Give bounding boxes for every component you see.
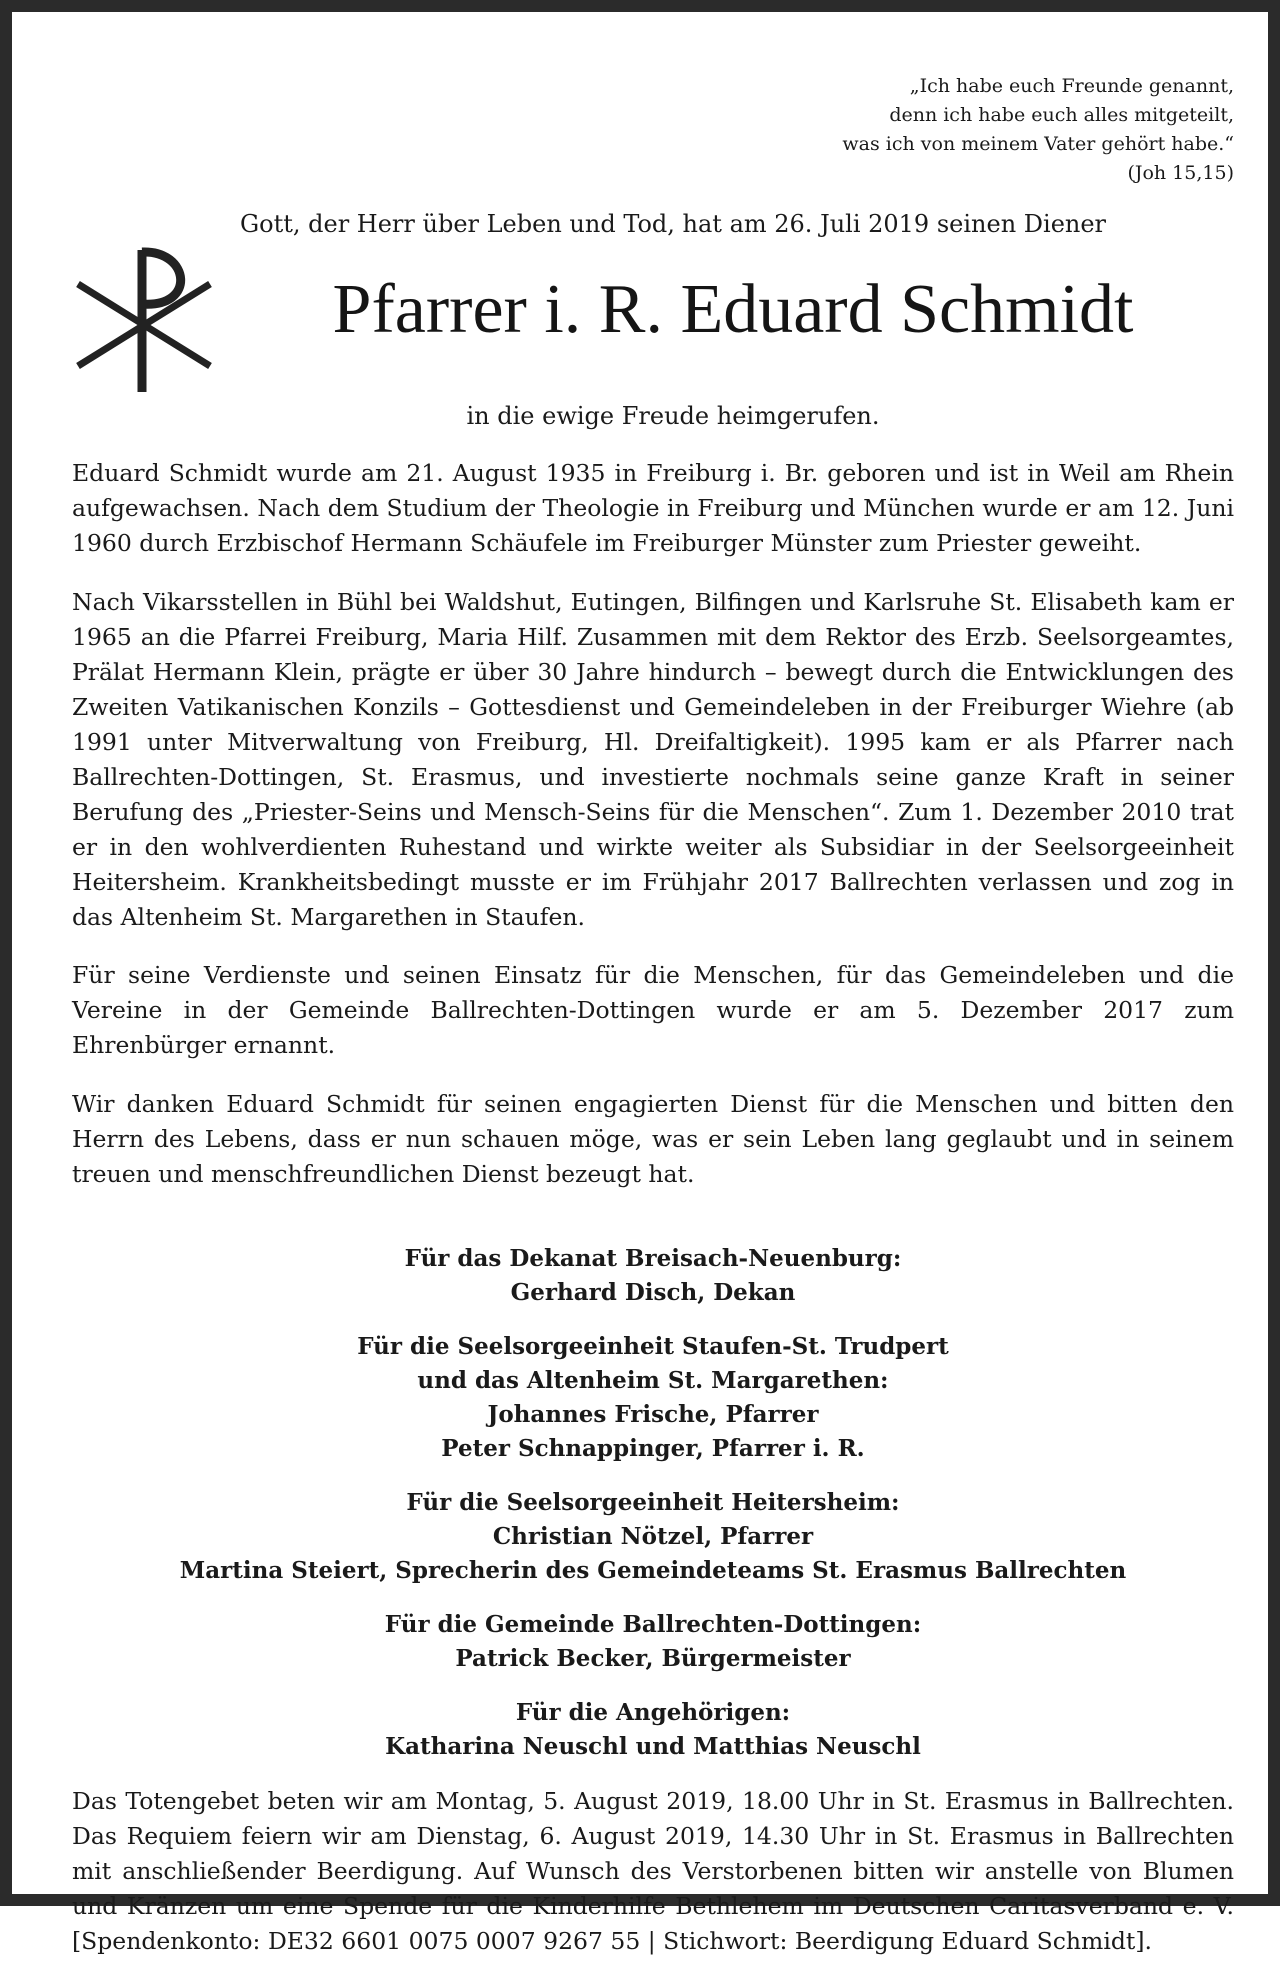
signature-line: Gerhard Disch, Dekan xyxy=(510,1278,796,1306)
funeral-details: Das Totengebet beten wir am Montag, 5. August 2019, 18.00 Uhr in St. Erasmus in Ballrechten. Das Requiem feiern wir am Dienstag, 6. August 2019, 14.30 Uhr in St. Erasmus in Ballrechten mit anschließender Beerdigung. Auf Wunsch des Verstorbenen bitten wir anstelle von Blumen und Kränzen um eine Spende für die Kinderhilfe Bethlehem im Deutschen Caritasverband e. V. [Spendenkonto: DE32 6601 0075 0007 9267 55 | Stichwort: Beerdigung Eduard Schmidt]. xyxy=(72,1786,1234,1955)
signature-group xyxy=(72,1486,1234,1588)
signature-line: und das Altenheim St. Margarethen: xyxy=(417,1366,889,1394)
signature-group xyxy=(72,1696,1234,1764)
signature-group xyxy=(72,1242,1234,1310)
signature-line: Katharina Neuschl und Matthias Neuschl xyxy=(385,1732,921,1760)
signature-group xyxy=(72,1608,1234,1676)
signature-line: Martina Steiert, Sprecherin des Gemeindeteams St. Erasmus Ballrechten xyxy=(179,1556,1127,1584)
quote-line: „Ich habe euch Freunde genannt, xyxy=(909,75,1234,97)
signature-line: Für die Angehörigen: xyxy=(515,1698,791,1726)
signature-line: Peter Schnappinger, Pfarrer i. R. xyxy=(441,1434,865,1462)
signature-line: Christian Nötzel, Pfarrer xyxy=(492,1522,814,1550)
signatures xyxy=(72,1242,1234,1764)
signature-group xyxy=(72,1330,1234,1466)
signature-line: Patrick Becker, Bürgermeister xyxy=(455,1644,851,1672)
signature-line: Für die Seelsorgeeinheit Staufen-St. Trudpert xyxy=(357,1332,949,1360)
signature-line: Johannes Frische, Pfarrer xyxy=(487,1400,819,1428)
notice-content xyxy=(72,72,1234,1982)
biography-paragraph: Für seine Verdienste und seinen Einsatz für die Menschen, für das Gemeindeleben und die Vereine in der Gemeinde Ballrechten-Dottingen wurde er am 5. Dezember 2017 zum Ehrenbürger ernannt. xyxy=(72,961,1234,1059)
intro-text: Gott, der Herr über Leben und Tod, hat am 26. Juli 2019 seinen Diener xyxy=(239,210,1107,238)
signature-line: Für das Dekanat Breisach-Neuenburg: xyxy=(404,1244,902,1272)
biography-paragraph: Eduard Schmidt wurde am 21. August 1935 in Freiburg i. Br. geboren und ist in Weil am Rhein aufgewachsen. Nach dem Studium der Theologie in Freiburg und München wurde er am 12. Juni 1960 durch Erzbischof Hermann Schäufele im Freiburger Münster zum Priester geweiht. xyxy=(72,459,1234,557)
called-home-text: in die ewige Freude heimgerufen. xyxy=(466,402,880,430)
signature-line: Für die Seelsorgeeinheit Heitersheim: xyxy=(406,1488,900,1516)
quote-line: denn ich habe euch alles mitgeteilt, xyxy=(889,104,1234,126)
quote-line: was ich von meinem Vater gehört habe.“ xyxy=(842,133,1234,155)
signature-line: Für die Gemeinde Ballrechten-Dottingen: xyxy=(384,1610,922,1638)
biography-paragraph: Nach Vikarsstellen in Bühl bei Waldshut, Eutingen, Bilfingen und Karlsruhe St. Elisabeth kam er 1965 an die Pfarrei Freiburg, Maria Hilf. Zusammen mit dem Rektor des Erzb. Seelsorgeamtes, Prälat Hermann Klein, prägte er über 30 Jahre hindurch – bewegt durch die Entwicklungen des Zweiten Vatikanischen Konzils – Gottesdienst und Gemeindeleben in der Freiburger Wiehre (ab 1991 unter Mitverwaltung von Freiburg, Hl. Dreifaltigkeit). 1995 kam er als Pfarrer nach Ballrechten-Dottingen, St. Erasmus, und investierte nochmals seine ganze Kraft in seiner Berufung des „Priester-Seins und Mensch-Seins für die Menschen“. Zum 1. Dezember 2010 trat er in den wohlverdienten Ruhestand und wirkte weiter als Subsidiar in der Seelsorgeeinheit Heitersheim. Krankheitsbedingt musste er im Frühjahr 2017 Ballrechten verlassen und zog in das Altenheim St. Margarethen in Staufen. xyxy=(72,587,1234,931)
deceased-name: Pfarrer i. R. Eduard Schmidt xyxy=(332,271,1134,348)
biography-paragraph: Wir danken Eduard Schmidt für seinen engagierten Dienst für die Menschen und bitten den Herrn des Lebens, dass er nun schauen möge, was er sein Leben lang geglaubt und in seinem treuen und menschfreundlichen Dienst bezeugt hat. xyxy=(72,1089,1234,1188)
header-row xyxy=(72,244,1234,394)
bible-quote xyxy=(72,72,1234,188)
chi-rho-icon xyxy=(72,244,217,394)
quote-reference: (Joh 15,15) xyxy=(1127,162,1234,184)
